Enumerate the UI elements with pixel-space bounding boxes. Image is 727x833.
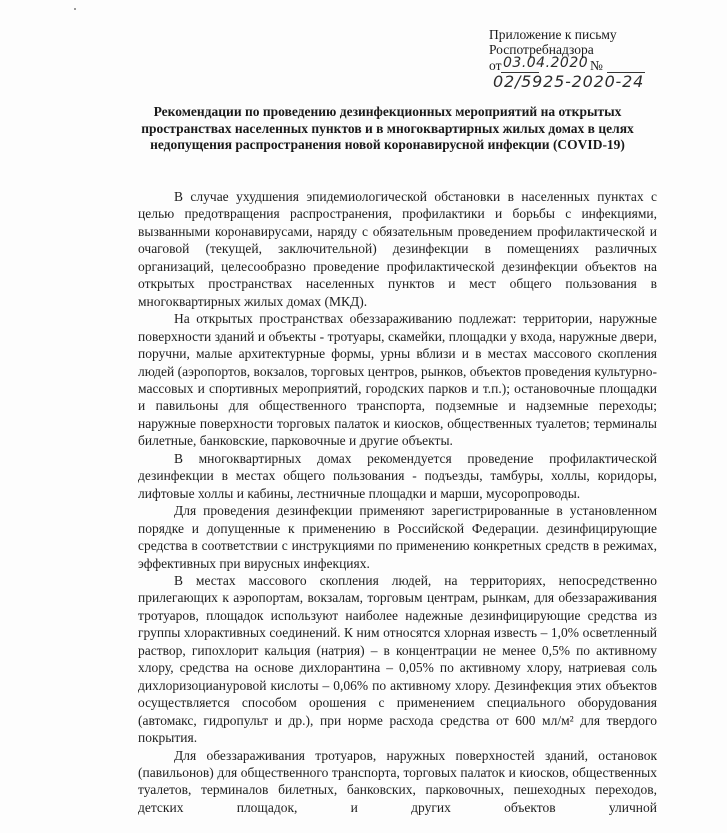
scan-speck — [74, 8, 76, 10]
paragraph-1: В случае ухудшения эпидемиологической обстановки в населенных пунктах с целью предотвращения распространения, профилактики и борьбы с инфекциями, вызванными коронавирусами, наряду с обязательным проведением профилактической и очаговой (текущей, заключительной) дезинфекции в помещениях различных организаций, целесообразно проведение профилактической дезинфекции объектов на открытых пространствах населенных пунктов и мест общего пользования в многоквартирных жилых домах (МКД). — [138, 189, 657, 309]
number-sign: № — [590, 58, 603, 73]
handwritten-letter-number: 02/5925-2020-24 — [493, 72, 645, 91]
paragraph-4: Для проведения дезинфекции применяют зарегистрированные в установленном порядке и допущенные к применению в Российской Федерации. дезинфицирующие средства в соответствии с инструкциями по применению конкретных средств в режимах, эффективных при вирусных инфекциях. — [138, 503, 657, 571]
paragraph-6: Для обеззараживания тротуаров, наружных поверхностей зданий, остановок (павильонов) для общественного транспорта, торговых палаток и киосков, общественных туалетов, терминалов билетных, банковских, парковочных, пешеходных переходов, детских площадок, и других объектов уличной — [138, 747, 657, 815]
appendix-header — [489, 28, 714, 73]
handwritten-date: 03.04.2020 — [503, 55, 589, 71]
appendix-line-1: Приложение к письму — [489, 27, 617, 42]
paragraph-3: В многоквартирных домах рекомендуется проведение профилактической дезинфекции в местах общего пользования - подъезды, тамбуры, холлы, коридоры, лифтовые холлы и кабины, лестничные площадки и марши, мусоропроводы. — [138, 450, 657, 501]
appendix-date-line — [489, 57, 714, 73]
document-title: Рекомендации по проведению дезинфекционных мероприятий на открытых пространствах населенных пунктов и в многоквартирных жилых домах в целях недопущения распространения новой коронавирусной инфекции (COVID-19) — [141, 104, 634, 152]
date-prefix: от — [489, 58, 502, 73]
paragraph-5: В местах массового скопления людей, на территориях, непосредственно прилегающих к аэропортам, вокзалам, торговым центрам, рынкам, для обеззараживания тротуаров, площадок используют наиболее надежные дезинфицирующие средства из группы хлорактивных соединений. К ним относятся хлорная известь – 1,0% осветленный раствор, гипохлорит кальция (натрия) – в концентрации не менее 0,5% по активному хлору, средства на основе дихлорантина – 0,05% по активному хлору, натриевая соль дихлоризоциануровой кислоты – 0,06% по активному хлору. Дезинфекция этих объектов осуществляется способом орошения с применением специального оборудования (автомакс, гидропульт и др.), при норме расхода средства от 600 мл/м² для твердого покрытия. — [138, 572, 657, 746]
paragraph-2: На открытых пространствах обеззараживанию подлежат: территории, наружные поверхности зданий и объекты - тротуары, скамейки, площадки у входа, наружные двери, поручни, малые архитектурные формы, урны вблизи и в местах массового скопления людей (аэропортов, вокзалов, торговых центров, рынков, объектов проведения культурно-массовых и спортивных мероприятий, городских парков и т.п.); остановочные площадки и павильоны для общественного транспорта, подземные и надземные переходы; наружные поверхности торговых палаток и киосков, общественных туалетов; терминалы билетные, банковские, парковочные и другие объекты. — [138, 311, 657, 449]
document-body — [138, 188, 657, 816]
appendix-line-2: Роспотребнадзора — [489, 41, 594, 57]
